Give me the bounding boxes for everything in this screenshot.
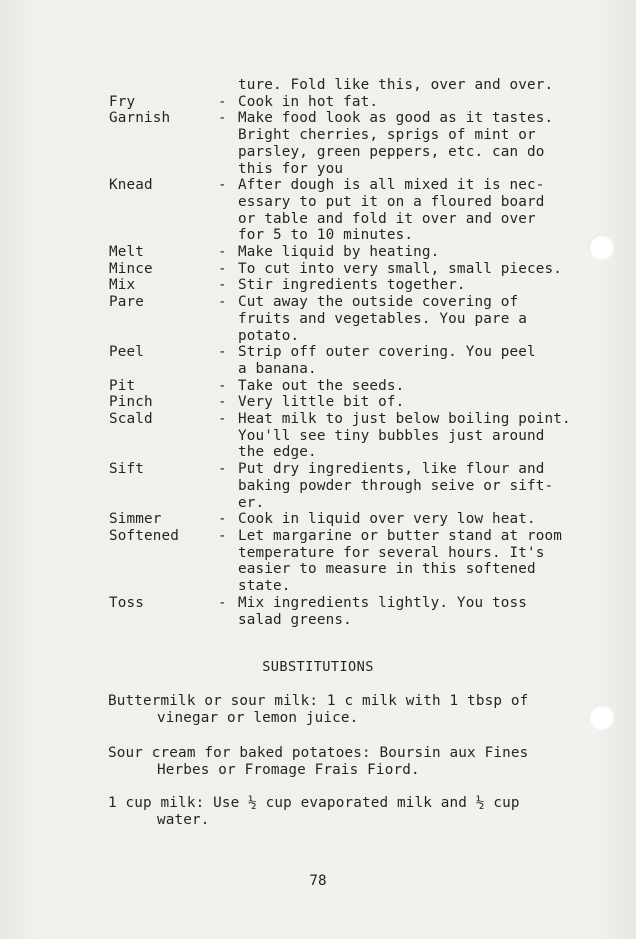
glossary-entry: [109, 177, 619, 244]
glossary-entry: [109, 411, 619, 461]
substitution-text-continued: vinegar or lemon juice.: [157, 709, 359, 726]
glossary-definition: [218, 377, 619, 395]
definition-line: Stir ingredients together.: [238, 277, 466, 294]
definition-dash: -: [218, 277, 227, 294]
definition-dash: -: [218, 394, 227, 411]
glossary-term: Softened: [109, 527, 180, 544]
glossary-entry: [109, 344, 619, 377]
glossary-term: Melt: [109, 244, 145, 261]
definition-dash: -: [218, 411, 227, 428]
definition-line: temperature for several hours. It's: [238, 544, 545, 561]
definition-line: After dough is all mixed it is nec-: [238, 177, 545, 194]
glossary-entry: [109, 528, 619, 595]
definition-line: Bright cherries, sprigs of mint or: [238, 127, 536, 144]
substitution-item: [108, 795, 520, 828]
glossary-entry: [109, 110, 619, 177]
glossary-entry: [109, 595, 619, 628]
glossary-entry: [109, 277, 619, 294]
definition-line: or table and fold it over and over: [238, 210, 536, 227]
definition-line: You'll see tiny bubbles just around: [238, 427, 545, 444]
glossary-term: Pit: [109, 377, 136, 394]
definition-line: Cook in liquid over very low heat.: [238, 511, 536, 528]
definition-dash: -: [218, 527, 227, 544]
definition-dash: -: [218, 594, 227, 611]
definition-dash: -: [218, 377, 227, 394]
glossary-definition: [218, 277, 619, 294]
glossary-definition: [218, 511, 619, 528]
page-number: 78: [309, 873, 327, 889]
substitution-text: 1 cup milk: Use ½ cup evaporated milk and ½ cup: [108, 795, 520, 811]
definition-line: Cook in hot fat.: [238, 93, 379, 110]
glossary-entry: [109, 294, 619, 344]
substitutions-heading: SUBSTITUTIONS: [262, 659, 374, 675]
glossary-term: Knead: [109, 177, 153, 194]
glossary-definition: [218, 394, 619, 411]
definition-line: Put dry ingredients, like flour and: [238, 461, 545, 478]
definition-line: Mix ingredients lightly. You toss: [238, 594, 527, 611]
glossary-term: Garnish: [109, 110, 171, 127]
glossary-definition: [218, 344, 619, 377]
glossary-term: Toss: [109, 594, 145, 611]
substitution-text-continued: Herbes or Fromage Frais Fiord.: [157, 761, 420, 778]
glossary-entry: [109, 461, 619, 511]
definition-line: Very little bit of.: [238, 394, 405, 411]
definition-line: the edge.: [238, 444, 317, 461]
definition-dash: -: [218, 511, 227, 528]
glossary-entry: [109, 244, 619, 261]
glossary-definition: [218, 93, 619, 111]
definition-line: salad greens.: [238, 611, 352, 628]
substitution-item: [108, 693, 528, 726]
glossary-definition: [218, 527, 619, 595]
definition-line: parsley, green peppers, etc. can do: [238, 143, 545, 160]
glossary-term: Pinch: [109, 394, 153, 411]
definition-dash: -: [218, 177, 227, 194]
definition-line: Make liquid by heating.: [238, 244, 440, 261]
definition-line: baking powder through seive or sift-: [238, 477, 554, 494]
definition-line: er.: [238, 494, 265, 511]
definition-dash: -: [218, 344, 227, 361]
glossary-definition: [218, 244, 619, 261]
definition-line: a banana.: [238, 360, 317, 377]
definition-line: Cut away the outside covering of: [238, 294, 519, 311]
glossary-term: Peel: [109, 344, 145, 361]
definition-line: easier to measure in this softened: [238, 561, 536, 578]
definition-line: essary to put it on a floured board: [238, 193, 545, 210]
definition-line: fruits and vegetables. You pare a: [238, 310, 527, 327]
definition-dash: -: [218, 294, 227, 311]
glossary-entry: [109, 94, 619, 111]
binder-hole: [588, 704, 614, 730]
glossary-definition: [218, 177, 619, 244]
substitution-item: [108, 745, 528, 778]
continuation-entry: [109, 77, 619, 94]
definition-line: this for you: [238, 160, 344, 177]
glossary-term: Pare: [109, 294, 145, 311]
definition-line: To cut into very small, small pieces.: [238, 260, 563, 277]
definition-line: Strip off outer covering. You peel: [238, 344, 536, 361]
glossary-entry: [109, 394, 619, 411]
definition-line: for 5 to 10 minutes.: [238, 227, 414, 244]
glossary-definition: [218, 461, 619, 511]
glossary-entry: [109, 511, 619, 528]
definition-dash: -: [218, 244, 227, 261]
definition-line: state.: [238, 578, 291, 595]
glossary-definition: [218, 260, 619, 278]
definition-dash: -: [218, 260, 227, 277]
definition-line: Let margarine or butter stand at room: [238, 527, 563, 544]
definition-line: potato.: [238, 327, 300, 344]
glossary-definition: [218, 294, 619, 344]
substitution-text: Sour cream for baked potatoes: Boursin aux Fines: [108, 745, 529, 761]
glossary-term: Scald: [109, 411, 153, 428]
cooking-terms-glossary: [109, 77, 619, 628]
continuation-text: ture. Fold like this, over and over.: [238, 77, 554, 93]
glossary-term: Fry: [109, 93, 136, 110]
definition-dash: -: [218, 110, 227, 127]
substitution-text-continued: water.: [157, 811, 210, 828]
glossary-definition: [218, 594, 619, 628]
substitution-text: Buttermilk or sour milk: 1 c milk with 1 tbsp of: [108, 693, 529, 709]
glossary-term: Mix: [109, 277, 136, 294]
definition-dash: -: [218, 461, 227, 478]
definition-line: Make food look as good as it tastes.: [238, 110, 554, 127]
glossary-entry: [109, 261, 619, 278]
definition-line: Heat milk to just below boiling point.: [238, 411, 571, 428]
glossary-definition: [218, 411, 619, 461]
definition-line: Take out the seeds.: [238, 377, 405, 394]
definition-dash: -: [218, 93, 227, 110]
glossary-term: Sift: [109, 461, 145, 478]
glossary-term: Mince: [109, 260, 153, 277]
glossary-entry: [109, 378, 619, 395]
glossary-term: Simmer: [109, 511, 162, 528]
glossary-definition: [218, 110, 619, 177]
